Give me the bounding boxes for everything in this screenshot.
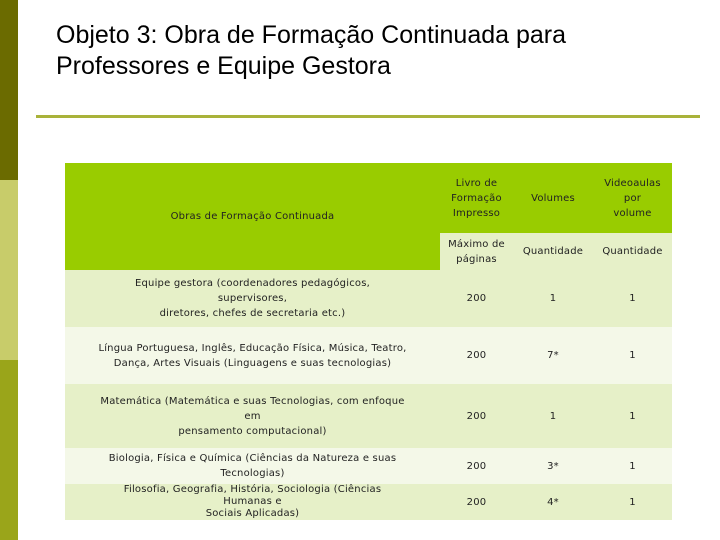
- row-5-videos-value: 1: [629, 496, 636, 508]
- header-livro: [440, 163, 513, 233]
- row-2-pages-value: 200: [466, 350, 487, 361]
- header-livro-line-1: Livro de: [455, 177, 498, 189]
- row-5-label-line-2: Humanas e: [223, 496, 282, 507]
- decorative-bar-middle: [0, 180, 18, 360]
- row-4-videos-value: 1: [629, 460, 636, 472]
- row-3-pages-value: 200: [466, 410, 487, 422]
- row-2-videos: [593, 327, 672, 384]
- row-2-volumes-value: 7*: [547, 350, 559, 361]
- subheader-videos-qty-text: Quantidade: [602, 246, 663, 257]
- row-1-volumes: [513, 270, 593, 327]
- table-row-5-label: [65, 484, 440, 520]
- header-livro-line-3: Impresso: [452, 207, 501, 219]
- row-3-label-line-3: pensamento computacional): [178, 425, 327, 437]
- row-4-label-line-1: Biologia, Física e Química (Ciências da Natureza e suas: [108, 453, 397, 464]
- table-row-1-label: [65, 270, 440, 327]
- row-2-videos-value: 1: [629, 350, 636, 361]
- row-4-volumes: [513, 448, 593, 484]
- header-volumes-text: Volumes: [531, 192, 575, 204]
- row-3-volumes: [513, 384, 593, 448]
- row-5-volumes-value: 4*: [547, 496, 559, 508]
- header-livro-line-2: Formação: [451, 192, 502, 204]
- slide-title-line-2: Professores e Equipe Gestora: [56, 52, 391, 80]
- row-2-pages: [440, 327, 513, 384]
- header-videoaulas-line-1: Videoaulas: [604, 177, 661, 189]
- row-1-videos: [593, 270, 672, 327]
- row-5-volumes: [513, 484, 593, 520]
- header-videoaulas-line-3: volume: [613, 207, 652, 219]
- table-row-2-label: [65, 327, 440, 384]
- subheader-max-pages: [440, 233, 513, 270]
- row-1-volumes-value: 1: [549, 293, 557, 304]
- row-1-pages: [440, 270, 513, 327]
- header-volumes: [513, 163, 593, 233]
- row-1-pages-value: 200: [466, 293, 487, 304]
- row-4-label-line-2: Tecnologias): [220, 468, 285, 479]
- table-row-3-label: [65, 384, 440, 448]
- row-4-pages: [440, 448, 513, 484]
- subheader-videos-qty: [593, 233, 672, 270]
- title-divider: [36, 115, 700, 118]
- row-3-videos-value: 1: [629, 410, 636, 422]
- row-3-pages: [440, 384, 513, 448]
- row-3-videos: [593, 384, 672, 448]
- row-4-pages-value: 200: [466, 460, 487, 472]
- row-1-label-line-1: Equipe gestora (coordenadores pedagógicos,: [134, 278, 371, 289]
- row-1-videos-value: 1: [629, 293, 636, 304]
- header-videoaulas-line-2: por: [623, 192, 642, 204]
- row-5-pages: [440, 484, 513, 520]
- row-5-videos: [593, 484, 672, 520]
- row-5-label-line-3: Sociais Aplicadas): [205, 508, 300, 519]
- row-2-volumes: [513, 327, 593, 384]
- formation-table: [65, 163, 672, 520]
- subheader-max-pages-line-2: páginas: [456, 253, 497, 265]
- row-4-volumes-value: 3*: [547, 460, 559, 472]
- row-5-pages-value: 200: [466, 496, 487, 508]
- decorative-bar-top: [0, 0, 18, 180]
- row-1-label-line-3: diretores, chefes de secretaria etc.): [159, 308, 346, 319]
- row-2-label-line-2: Dança, Artes Visuais (Linguagens e suas tecnologias): [113, 357, 392, 369]
- subheader-max-pages-line-1: Máximo de: [448, 238, 505, 250]
- slide-title: [56, 20, 696, 82]
- row-3-label-line-1: Matemática (Matemática e suas Tecnologias, com enfoque: [100, 395, 405, 407]
- subheader-volumes-qty: [513, 233, 593, 270]
- row-3-label-line-2: em: [244, 410, 261, 422]
- subheader-volumes-qty-text: Quantidade: [522, 246, 584, 257]
- table-row-4-label: [65, 448, 440, 484]
- slide-title-line-1: Objeto 3: Obra de Formação Continuada para: [56, 21, 567, 49]
- row-5-label-line-1: Filosofia, Geografia, História, Sociologia (Ciências: [123, 484, 382, 495]
- header-videoaulas: [593, 163, 672, 233]
- header-obras: [65, 163, 440, 270]
- row-3-volumes-value: 1: [549, 410, 557, 422]
- decorative-bar-bottom: [0, 360, 18, 540]
- row-4-videos: [593, 448, 672, 484]
- header-obras-text: Obras de Formação Continuada: [170, 211, 335, 222]
- row-1-label-line-2: supervisores,: [217, 293, 288, 304]
- row-2-label-line-1: Língua Portuguesa, Inglês, Educação Física, Música, Teatro,: [98, 342, 407, 354]
